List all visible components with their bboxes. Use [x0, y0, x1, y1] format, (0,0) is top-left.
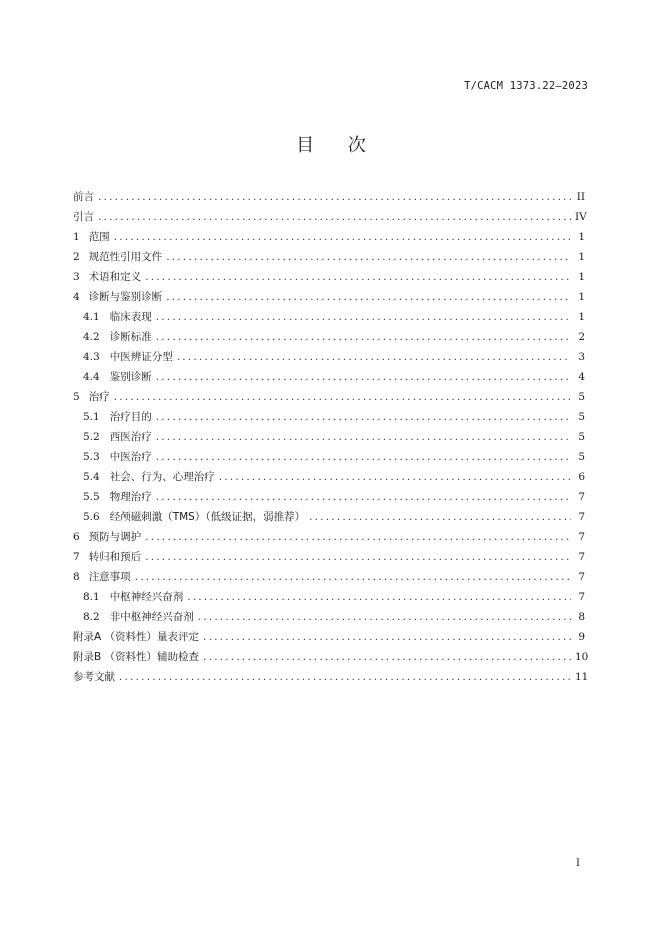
toc-entry-number: 8.2: [83, 611, 100, 623]
toc-dot-leader: [156, 371, 571, 383]
toc-entry-number: 7: [73, 551, 80, 563]
toc-entry[interactable]: [73, 309, 585, 329]
toc-entry[interactable]: [73, 449, 585, 469]
toc-entry-title: 术语和定义: [88, 271, 142, 283]
toc-entry-page: 1: [578, 231, 585, 243]
toc-entry-number: 5: [73, 391, 80, 403]
toc-entry-number: 8.1: [83, 591, 100, 603]
toc-dot-leader: [145, 271, 571, 283]
toc-entry-title: 规范性引用文件: [88, 251, 163, 263]
toc-dot-leader: [145, 531, 571, 543]
toc-dot-leader: [145, 551, 571, 563]
toc-entry-page: 7: [578, 511, 585, 523]
toc-entry[interactable]: [73, 349, 585, 369]
toc-dot-leader: [98, 191, 571, 203]
toc-entry-page: 4: [578, 371, 585, 383]
toc-entry-title: 附录B （资料性）辅助检查: [73, 651, 200, 663]
toc-entry-page: 11: [575, 671, 589, 683]
toc-entry[interactable]: [73, 209, 585, 229]
toc-entry-page: 9: [578, 631, 585, 643]
toc-entry[interactable]: [73, 249, 585, 269]
toc-entry[interactable]: [73, 509, 585, 529]
toc-entry[interactable]: [73, 189, 585, 209]
toc-entry[interactable]: [73, 629, 585, 649]
toc-entry-number: 5.2: [83, 431, 100, 443]
toc-dot-leader: [187, 591, 571, 603]
toc-dot-leader: [219, 471, 571, 483]
toc-entry-number: 8: [73, 571, 80, 583]
toc-entry-page: 5: [578, 431, 585, 443]
toc-entry[interactable]: [73, 369, 585, 389]
toc-entry-page: 7: [578, 571, 585, 583]
page-number: I: [576, 858, 580, 869]
toc-entry-number: 5.4: [83, 471, 100, 483]
toc-entry[interactable]: [73, 289, 585, 309]
toc-entry-number: 4.2: [83, 331, 100, 343]
toc-entry-title: 诊断与鉴别诊断: [88, 291, 163, 303]
toc-dot-leader: [156, 451, 571, 463]
toc-dot-leader: [114, 231, 571, 243]
toc-entry-page: 1: [578, 291, 585, 303]
document-id: T/CACM 1373.22—2023: [464, 80, 588, 92]
toc-entry-page: 3: [578, 351, 585, 363]
toc-entry-title: 诊断标准: [109, 331, 152, 343]
toc-entry-number: 4: [73, 291, 80, 303]
toc-entry-title: 中医治疗: [109, 451, 152, 463]
toc-dot-leader: [156, 311, 571, 323]
toc-entry-title: 附录A （资料性）量表评定: [73, 631, 200, 643]
toc-entry-page: 7: [578, 491, 585, 503]
toc-entry-title: 社会、行为、心理治疗: [109, 471, 215, 483]
toc-dot-leader: [166, 251, 571, 263]
toc-entry-title: 参考文献: [73, 671, 115, 683]
toc-entry-page: II: [576, 191, 585, 203]
toc-entry-title: 转归和预后: [88, 551, 142, 563]
toc-entry-page: 8: [578, 611, 585, 623]
toc-entry[interactable]: [73, 429, 585, 449]
toc-entry-page: 1: [578, 311, 585, 323]
toc-entry-page: 1: [578, 251, 585, 263]
toc-entry-number: 6: [73, 531, 80, 543]
toc-entry-number: 4.4: [83, 371, 100, 383]
toc-dot-leader: [119, 671, 571, 683]
toc-entry-page: 7: [578, 591, 585, 603]
toc-entry-number: 1: [73, 231, 80, 243]
toc-entry[interactable]: [73, 669, 589, 689]
toc-entry-title: 前言: [73, 191, 94, 203]
toc-entry[interactable]: [73, 589, 585, 609]
toc-entry-page: 7: [578, 531, 585, 543]
toc-entry-number: 4.1: [83, 311, 100, 323]
toc-entry-number: 5.6: [83, 511, 100, 523]
toc-entry-title: 鉴别诊断: [109, 371, 152, 383]
toc-dot-leader: [203, 631, 571, 643]
toc-entry-page: 10: [575, 651, 589, 663]
table-of-contents: [73, 189, 589, 689]
toc-entry-title: 临床表现: [109, 311, 152, 323]
toc-dot-leader: [156, 411, 571, 423]
toc-entry-number: 2: [73, 251, 80, 263]
toc-entry-title: 中医辨证分型: [109, 351, 173, 363]
toc-entry-title: 非中枢神经兴奋剂: [109, 611, 194, 623]
toc-entry[interactable]: [73, 409, 585, 429]
toc-entry-title: 中枢神经兴奋剂: [109, 591, 184, 603]
toc-entry[interactable]: [73, 649, 589, 669]
toc-entry[interactable]: [73, 269, 585, 289]
toc-entry-title: 西医治疗: [109, 431, 152, 443]
toc-entry[interactable]: [73, 229, 585, 249]
toc-dot-leader: [203, 651, 571, 663]
toc-entry-page: 5: [578, 411, 585, 423]
toc-entry-number: 5.3: [83, 451, 100, 463]
toc-entry-number: 5.1: [83, 411, 100, 423]
toc-entry-page: 2: [578, 331, 585, 343]
toc-entry[interactable]: [73, 469, 585, 489]
toc-entry-page: 5: [578, 451, 585, 463]
toc-entry[interactable]: [73, 529, 585, 549]
toc-dot-leader: [198, 611, 571, 623]
toc-entry[interactable]: [73, 329, 585, 349]
toc-dot-leader: [135, 571, 571, 583]
toc-entry-title: 预防与调护: [88, 531, 142, 543]
toc-entry-page: 5: [578, 391, 585, 403]
toc-entry-number: 5.5: [83, 491, 100, 503]
toc-entry-page: 7: [578, 551, 585, 563]
toc-entry-title: 物理治疗: [109, 491, 152, 503]
toc-entry-title: 注意事项: [88, 571, 131, 583]
toc-entry[interactable]: [73, 569, 585, 589]
toc-entry-page: IV: [575, 211, 587, 223]
toc-entry[interactable]: [73, 489, 585, 509]
toc-dot-leader: [177, 351, 571, 363]
toc-entry-page: 1: [578, 271, 585, 283]
toc-entry[interactable]: [73, 389, 585, 409]
toc-dot-leader: [156, 491, 571, 503]
toc-dot-leader: [309, 511, 571, 523]
toc-entry-title: 引言: [73, 211, 94, 223]
toc-dot-leader: [156, 431, 571, 443]
toc-entry-title: 范围: [88, 231, 110, 243]
toc-dot-leader: [98, 211, 571, 223]
toc-dot-leader: [166, 291, 571, 303]
toc-entry-number: 3: [73, 271, 80, 283]
toc-entry-title: 治疗: [88, 391, 110, 403]
page-title: 目 次: [296, 135, 380, 156]
toc-entry-page: 6: [578, 471, 585, 483]
toc-entry-title: 治疗目的: [109, 411, 152, 423]
toc-dot-leader: [114, 391, 571, 403]
toc-entry-number: 4.3: [83, 351, 100, 363]
toc-dot-leader: [156, 331, 571, 343]
toc-entry[interactable]: [73, 609, 585, 629]
toc-entry[interactable]: [73, 549, 585, 569]
toc-entry-title: 经颅磁刺激（TMS）（低级证据，弱推荐）: [109, 511, 306, 523]
